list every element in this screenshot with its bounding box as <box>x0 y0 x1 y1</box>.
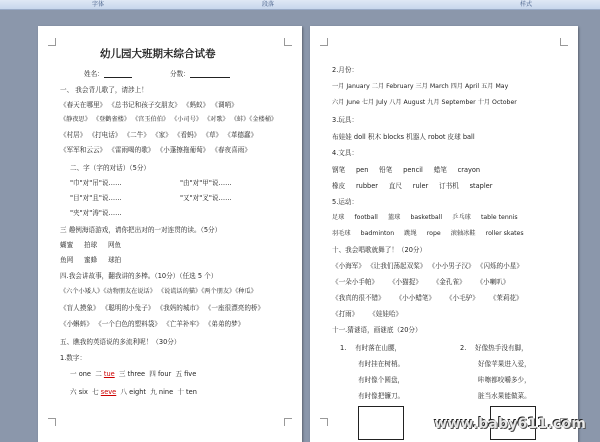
text-line: 鱼网 蜜蜂 球拍 <box>60 256 122 264</box>
score-field[interactable] <box>170 70 230 78</box>
name-label: 姓名： <box>84 70 104 78</box>
score-blank <box>190 70 230 78</box>
number-en: ten <box>186 388 197 396</box>
text-line: 《村居》 《打电话》 《二牛》 《家》 《看蚂》 《草》 《革德蠢》 <box>60 131 258 139</box>
document-page-right[interactable] <box>310 26 578 442</box>
number-en-misspelled: seve <box>100 388 117 396</box>
text-line: 《静夜思》 《登鹳雀楼》 《宫玉伯伯》 《小司号》 《对歌》 《蚌》《金楼桶》 <box>60 116 278 123</box>
sub-heading: 5.运动： <box>332 198 359 206</box>
riddle-line: 1. 有时落在山腰， <box>340 344 402 352</box>
text-line: 《春天在哪里》 《总书记和孩子交朋友》 《蚂蚁》 《调哨》 <box>60 101 238 109</box>
number-zh: 九 <box>150 388 157 396</box>
text-line: 蝴蜜 拍球 网鱼 <box>60 241 122 249</box>
text-line: 《小蝌蚪》 《一个白色的塑料袋》 《亡羊补牢》 《弟弟的梦》 <box>60 320 245 328</box>
number-en: eight <box>129 388 146 396</box>
ribbon-bar <box>0 0 600 10</box>
number-zh: 七 <box>92 388 99 396</box>
text-line: 一月 January 二月 February 三月 March 四月 April 五月 May <box>332 83 509 90</box>
number-zh: 五 <box>175 370 183 378</box>
text-line: 六月 June 七月 July 八月 August 九月 September 十月 October <box>332 99 517 106</box>
page-title: 幼儿园大班期末综合试卷 <box>100 48 216 60</box>
riddle-line: 好像苹果进入爱， <box>478 360 531 368</box>
margin-mark <box>284 418 292 426</box>
number-en-misspelled: tue <box>103 370 115 378</box>
sub-heading: 4.文具： <box>332 149 359 157</box>
number-zh: 二 <box>95 370 102 378</box>
text-line: 《盲人摸象》 《聪明的小兔子》 《我妈的城市》 《一座很漂亮的桥》 <box>60 304 265 312</box>
ribbon-group-styles[interactable]: 样式 <box>520 1 533 8</box>
text-line: 足球 football 篮球 basketball 乒乓球 table tennis <box>332 214 518 221</box>
number-en: five <box>184 370 197 378</box>
text-line: 羽毛球 badminton 跳绳 rope 滚轴冰鞋 roller skates <box>332 230 524 237</box>
margin-mark <box>320 418 328 426</box>
numbers-row <box>70 388 197 396</box>
number-en: one <box>78 370 91 378</box>
number-en: nine <box>158 388 174 396</box>
name-field[interactable] <box>84 70 132 78</box>
riddle-line: 脏当水果能做菜。 <box>478 392 531 400</box>
name-blank <box>104 70 132 78</box>
riddle-line: 2. 好像热手没有脚， <box>460 344 528 352</box>
text-line: 钢笔 pen 铅笔 pencil 蜡笔 crayon <box>332 166 481 174</box>
question-heading: 二、字（字的对话）（5分） <box>70 164 151 172</box>
question-heading: 十、我会唱歌就舞了！（20分） <box>332 246 427 254</box>
text-line: 《打雨》 《娃娃哈》 <box>332 310 403 318</box>
score-label: 分数： <box>170 70 190 78</box>
sub-heading: 1.数字： <box>60 354 87 362</box>
margin-mark <box>284 38 292 46</box>
watermark: www.baby611.com <box>434 416 586 432</box>
number-zh: 十 <box>177 388 184 396</box>
number-en: three <box>127 370 146 378</box>
text-line: 《六个小矮人》《动物朋友在说话》 《说谎话的猫》《两个朋友》《种瓜》 <box>60 288 257 295</box>
answer-box-1[interactable] <box>358 406 404 440</box>
question-heading: 五、瞧我的英语说的多流利呢！（30分） <box>60 338 181 346</box>
number-en: six <box>78 388 88 396</box>
text-line: "目"对"且"说…… <box>70 194 122 202</box>
text-line: 《军军和云云》 《雷雨喝的歌》 《小蓬擦拖葡萄》 《春夜喜雨》 <box>60 146 251 154</box>
text-line: "由"对"甲"说…… <box>180 179 232 187</box>
margin-mark <box>48 418 56 426</box>
text-line: 《小海军》 《让我们荡起双桨》 《小小男子汉》 《闪烁的小星》 <box>332 262 523 270</box>
text-line: 布娃娃 doll 积木 blocks 机器人 robot 皮球 ball <box>332 133 475 141</box>
number-zh: 八 <box>120 388 128 396</box>
text-line: "巾"对"吊"说…… <box>70 179 122 187</box>
document-page-left[interactable] <box>38 26 302 442</box>
number-zh: 三 <box>118 370 126 378</box>
riddle-line: 咔嚓都咬嚼多少， <box>478 376 531 384</box>
number-zh: 四 <box>149 370 156 378</box>
text-line: "又"对"叉"说…… <box>180 194 232 202</box>
riddle-line: 有时像个圆盘， <box>358 376 405 384</box>
ribbon-group-font[interactable]: 字体 <box>92 1 105 8</box>
number-zh: 一 <box>70 370 77 378</box>
question-heading: 十一.猜谜语，画谜底（20分） <box>332 326 422 334</box>
number-zh: 六 <box>70 388 77 396</box>
sub-heading: 3.玩具： <box>332 116 359 124</box>
margin-mark <box>560 38 568 46</box>
question-heading: 三 趣例海语游戏，请你把出对的一对连贯的读。（5分） <box>60 226 222 234</box>
text-line: "夹"对"涛"说…… <box>70 209 122 217</box>
document-workspace <box>0 10 600 442</box>
margin-mark <box>320 38 328 46</box>
ribbon-group-paragraph[interactable]: 段落 <box>262 1 275 8</box>
riddle-line: 有时挂在树梢。 <box>358 360 405 368</box>
text-line: 《我真的很不错》 《小小蜡笔》 《小毛驴》 《茉莉花》 <box>332 294 523 302</box>
question-heading: 四.我会讲故事，翻我讲的多棒。（10分）（任选 5 个） <box>60 272 218 280</box>
margin-mark <box>48 38 56 46</box>
riddle-line: 有时像把镰刀。 <box>358 392 405 400</box>
text-line: 橡皮 rubber 直尺 ruler 订书机 stapler <box>332 182 493 190</box>
sub-heading: 2.月份： <box>332 66 359 74</box>
numbers-row <box>70 370 196 378</box>
text-line: 《一朵小手帕》 《小猫捉》 《金孔雀》 《小喇叭》 <box>332 278 510 286</box>
question-heading: 一、 我会背儿歌了，请涉上！ <box>60 86 148 94</box>
number-en: four <box>157 370 172 378</box>
